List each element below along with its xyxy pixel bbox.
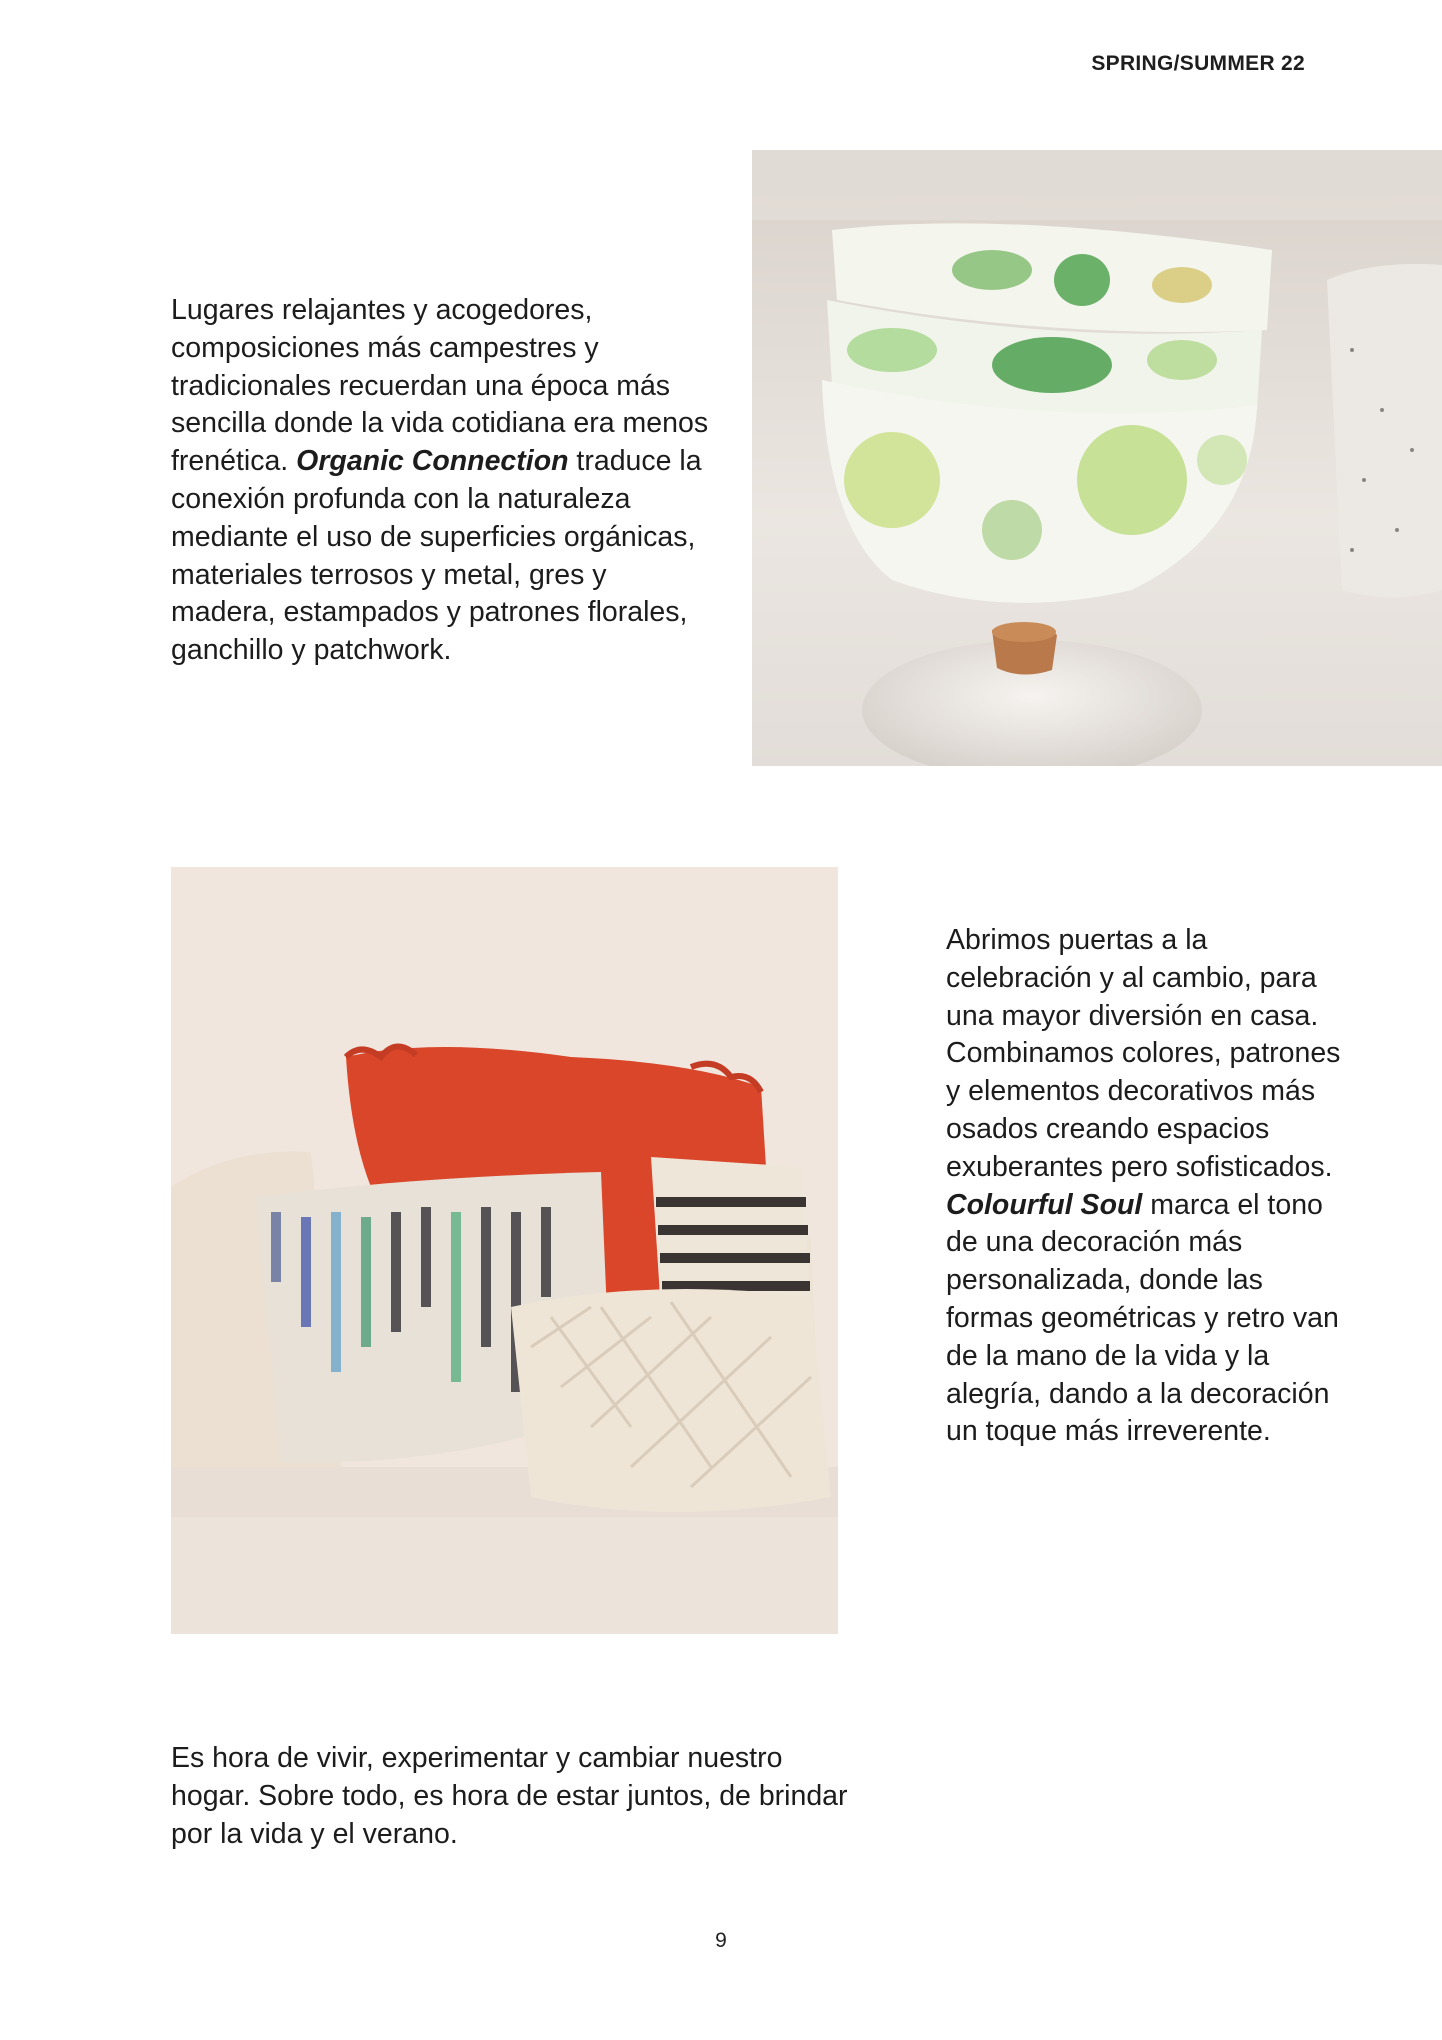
- pillows-photo: [171, 867, 838, 1634]
- paragraph-text: Abrimos puertas a la celebración y al cambio, para una mayor diversión en casa. Combinamos colores, patrones y elementos decorativos más osados creando espacios exuberantes pero sofisticados.: [946, 924, 1341, 1183]
- colourful-soul-paragraph: [946, 922, 1346, 1451]
- paragraph-text: traduce la conexión profunda con la naturaleza mediante el uso de superficies orgánicas, materiales terrosos y metal, gres y madera, estampados y patrones florales, ganchillo y patchwork.: [171, 445, 702, 667]
- organic-connection-paragraph: [171, 292, 711, 670]
- paragraph-text: marca el tono de una decoración más personalizada, donde las formas geométricas y retro van de la mano de la vida y la alegría, dando a la decoración un toque más irreverente.: [946, 1188, 1339, 1448]
- closing-paragraph: Es hora de vivir, experimentar y cambiar nuestro hogar. Sobre todo, es hora de estar juntos, de brindar por la vida y el verano.: [171, 1742, 848, 1850]
- paragraph-text: Lugares relajantes y acogedores, composiciones más campestres y tradicionales recuerdan una época más sencilla donde la vida cotidiana era menos frenética.: [171, 294, 709, 478]
- pillows-illustration: [171, 867, 838, 1634]
- bowls-photo: [752, 150, 1442, 766]
- bowls-illustration: [752, 150, 1442, 766]
- page-number: 9: [715, 1929, 727, 1952]
- collection-name-colourful-soul: Colourful Soul: [946, 1188, 1143, 1221]
- collection-name-organic-connection: Organic Connection: [296, 445, 569, 478]
- season-header: SPRING/SUMMER 22: [1091, 52, 1305, 75]
